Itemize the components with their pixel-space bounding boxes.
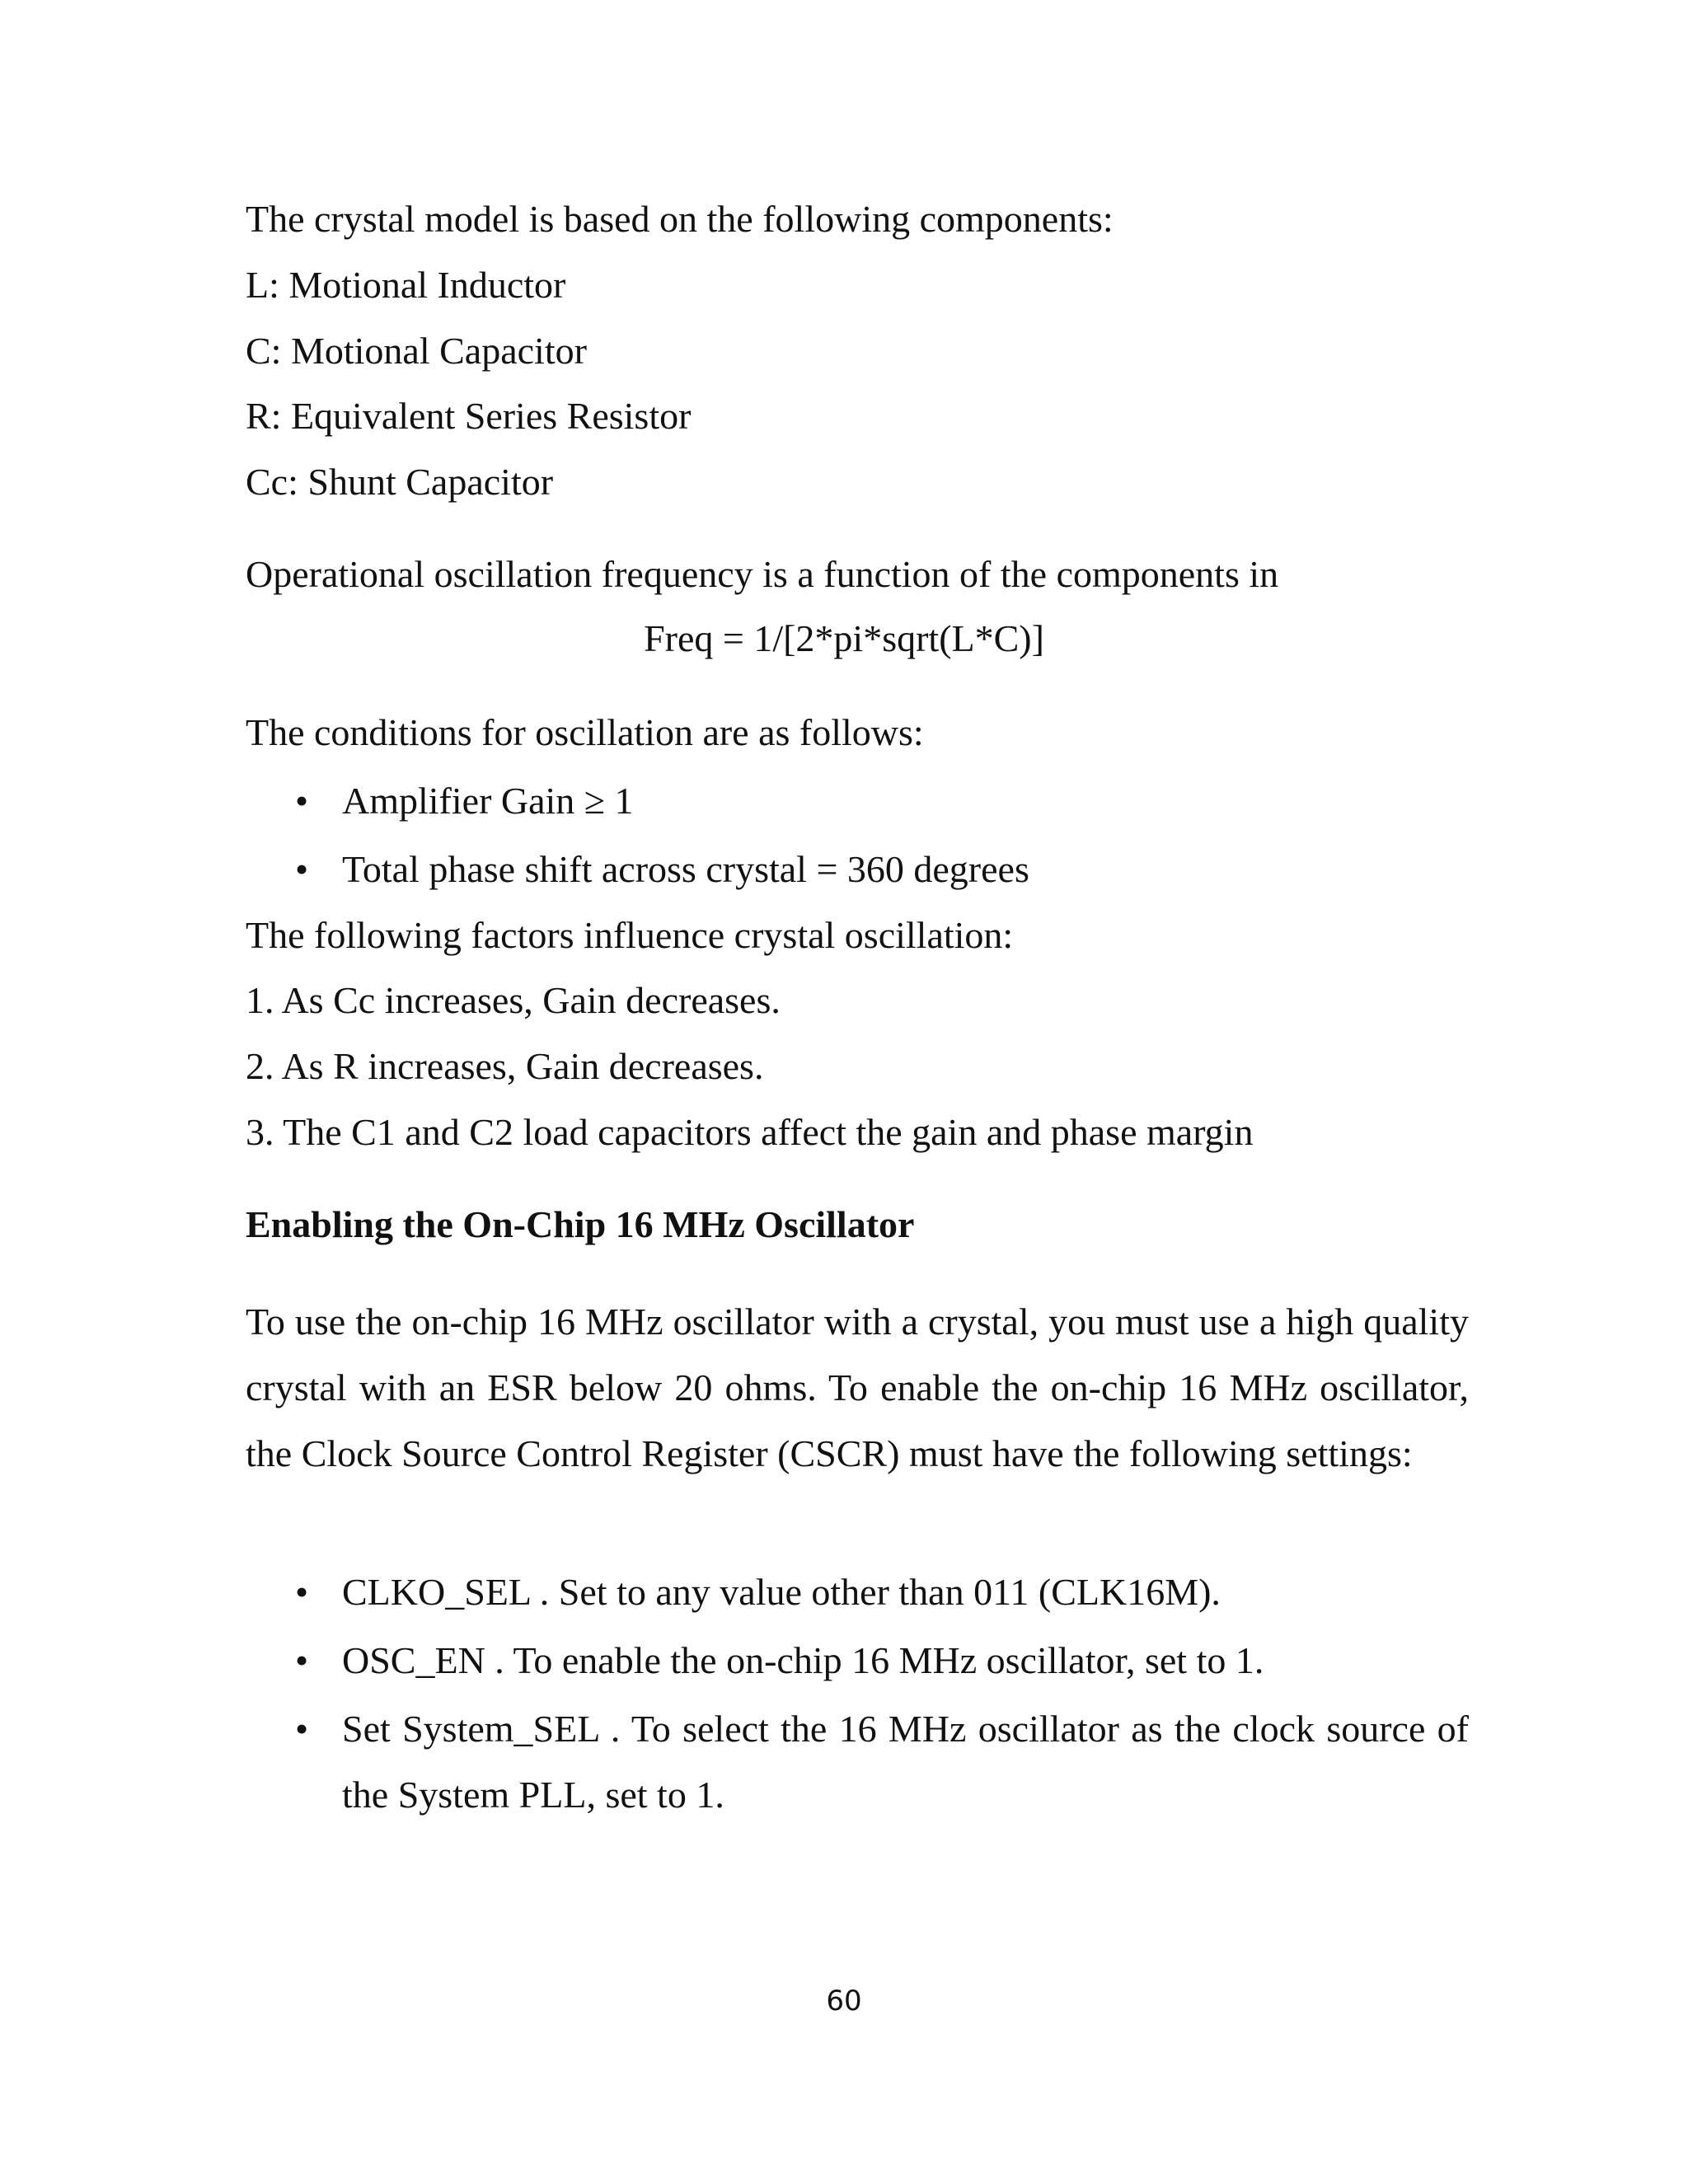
factors-intro: The following factors influence crystal oscillation: — [246, 914, 1014, 956]
factor-item: 1. As Cc increases, Gain decreases. — [246, 979, 781, 1021]
intro-line: The crystal model is based on the following components: — [246, 198, 1114, 240]
component-item: L: Motional Inductor — [246, 264, 566, 306]
bullet-glyph: • — [295, 1639, 309, 1681]
factor-item: 2. As R increases, Gain decreases. — [246, 1045, 764, 1087]
page-number: 60 — [826, 1985, 862, 2018]
component-item: C: Motional Capacitor — [246, 330, 587, 372]
section-heading: Enabling the On-Chip 16 MHz Oscillator — [246, 1203, 915, 1245]
bullet-glyph: • — [295, 780, 309, 822]
frequency-formula: Freq = 1/[2*pi*sqrt(L*C)] — [644, 617, 1044, 659]
component-item: R: Equivalent Series Resistor — [246, 395, 692, 437]
section-paragraph: To use the on-chip 16 MHz oscillator with a crystal, you must use a high quality crystal with an ESR below 20 ohms. To enable the on-chip 16 MHz oscillator, the Clock Source Control Register (CSCR) must have the following settings: — [246, 1301, 1469, 1474]
setting-item: OSC_EN . To enable the on-chip 16 MHz oscillator, set to 1. — [342, 1639, 1264, 1681]
setting-item: Set System_SEL . To select the 16 MHz oscillator as the clock source of the System PLL, set to 1. — [342, 1708, 1469, 1816]
factor-item: 3. The C1 and C2 load capacitors affect the gain and phase margin — [246, 1111, 1254, 1153]
setting-item: CLKO_SEL . Set to any value other than 011 (CLK16M). — [342, 1571, 1221, 1613]
frequency-intro: Operational oscillation frequency is a function of the components in — [246, 553, 1279, 595]
component-item: Cc: Shunt Capacitor — [246, 461, 554, 503]
condition-item: Amplifier Gain ≥ 1 — [342, 780, 634, 822]
bullet-glyph: • — [295, 1708, 309, 1750]
bullet-glyph: • — [295, 848, 309, 890]
condition-item: Total phase shift across crystal = 360 degrees — [342, 848, 1029, 890]
bullet-glyph: • — [295, 1571, 309, 1613]
conditions-intro: The conditions for oscillation are as follows: — [246, 711, 924, 753]
